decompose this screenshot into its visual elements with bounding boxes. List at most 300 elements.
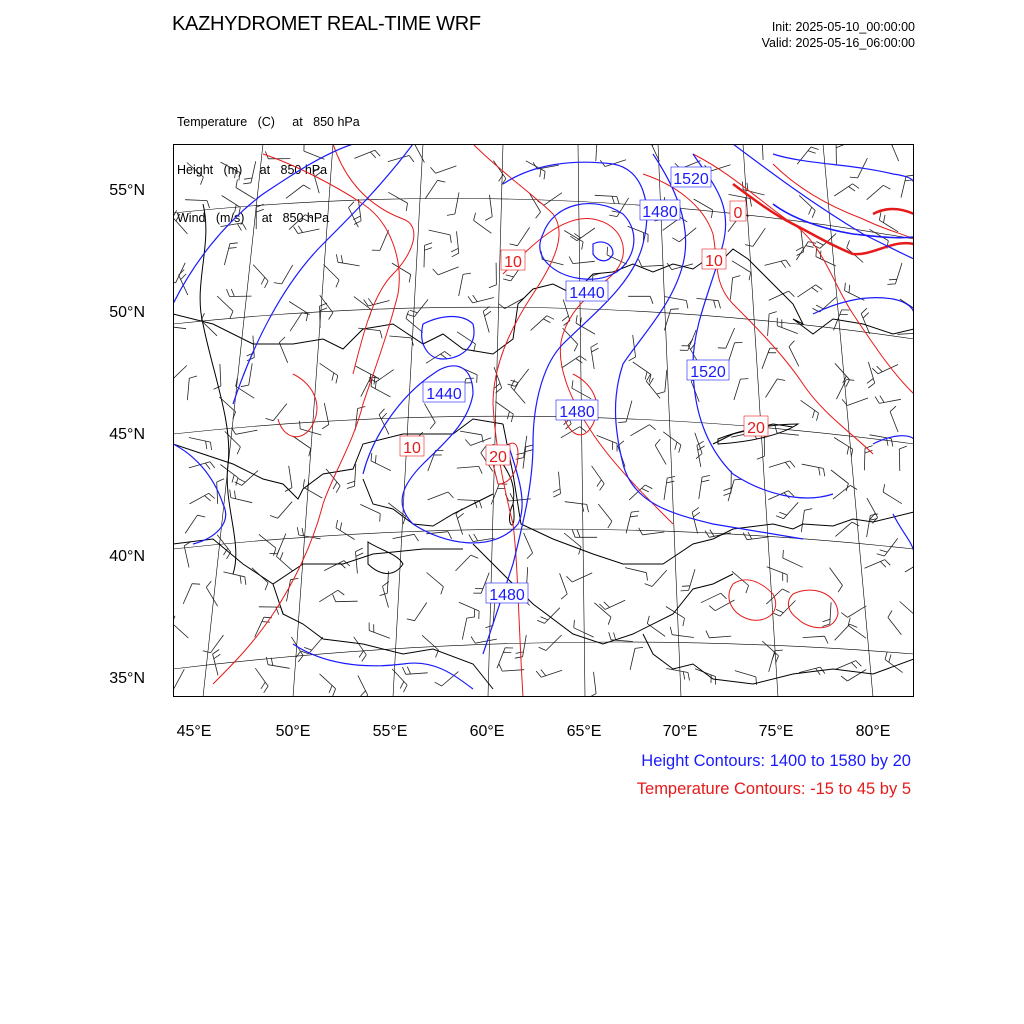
wind-barb (422, 635, 438, 650)
wind-barb (768, 314, 770, 336)
wind-barb-flag (245, 577, 246, 585)
wind-barb-flag (889, 655, 891, 663)
temp-label: 0 (733, 205, 743, 222)
wind-barb-flag (261, 682, 265, 689)
wind-barb-flag (617, 197, 619, 205)
wind-barb (185, 200, 207, 201)
wind-barb-flag (407, 667, 410, 674)
wind-barb-flag (682, 586, 690, 587)
wind-barb (835, 363, 850, 379)
map-title: KAZHYDROMET REAL-TIME WRF (172, 13, 481, 35)
wind-barb-flag (481, 447, 486, 453)
wind-barb-flag (210, 442, 211, 450)
wind-barb-flag (424, 248, 432, 251)
wind-barb-flag (340, 523, 342, 531)
wind-barb-flag (329, 313, 333, 320)
wind-barb (220, 364, 221, 386)
wind-barb (425, 180, 437, 198)
x-tick: 75°E (758, 723, 794, 740)
wind-barb (427, 573, 444, 587)
wind-barb (388, 156, 409, 162)
wind-barb-flag (510, 493, 513, 500)
wind-barb-flag (336, 280, 339, 287)
wind-barb-flag (514, 383, 518, 390)
wind-barb (189, 438, 211, 443)
wind-barb (187, 163, 204, 178)
wind-barb-flag (580, 427, 586, 432)
wind-barb-flag (875, 397, 879, 404)
wind-barb-flag (672, 238, 679, 242)
wind-barb-flag (790, 461, 795, 467)
wind-barb (726, 328, 735, 348)
wind-barb-flag (868, 383, 874, 388)
temp-contour (729, 580, 776, 620)
wind-barb-flag (540, 169, 541, 177)
wind-barb-flag (649, 425, 655, 430)
wind-barb-flag (813, 410, 815, 418)
border-line (273, 584, 493, 689)
wind-barb (801, 510, 804, 532)
wind-barb (376, 370, 394, 383)
wind-barb-flag (851, 663, 857, 669)
wind-barb-flag (841, 613, 847, 618)
wind-barb (511, 387, 525, 404)
wind-barb-flag (850, 177, 858, 178)
wind-barb-flag (230, 311, 233, 318)
wind-barb-flag (485, 217, 492, 221)
wind-barb-flag (841, 676, 847, 681)
wind-barb (802, 464, 824, 468)
wind-barb (220, 465, 238, 478)
wind-barb-flag (745, 245, 753, 247)
lon-line (203, 144, 263, 697)
wind-barb-flag (205, 496, 211, 501)
wind-barb (424, 403, 435, 422)
latitude-lines (173, 198, 914, 669)
wind-barb (415, 603, 427, 621)
wind-barb (789, 347, 799, 367)
temp-contour (278, 374, 317, 437)
wind-barb (222, 196, 241, 208)
wind-barb-flag (230, 490, 231, 498)
wind-barb (709, 636, 731, 638)
wind-barb (255, 617, 264, 637)
wind-barb (438, 267, 459, 275)
wind-barb-flag (579, 547, 582, 555)
wind-barb-flag (608, 617, 611, 625)
wind-barb (428, 492, 449, 500)
wind-barb (457, 500, 479, 501)
wind-barb-flag (849, 187, 856, 192)
wind-barb (630, 648, 635, 670)
wind-barb-flag (336, 376, 338, 384)
wind-barb-flag (599, 604, 605, 610)
wind-barb (221, 162, 240, 172)
wind-barb-flag (577, 530, 580, 538)
wind-barb-flag (265, 583, 268, 590)
wind-barb (278, 502, 293, 519)
wind-barb-flag (576, 359, 583, 364)
wind-barb-flag (298, 656, 303, 662)
wind-barb-flag (375, 150, 380, 156)
wind-barb (594, 603, 611, 617)
wind-barb-flag (816, 249, 817, 257)
wind-barb (356, 366, 375, 376)
wind-barb-flag (277, 549, 280, 557)
wind-barb-flag (880, 396, 884, 403)
wind-barb-flag (214, 654, 221, 659)
wind-barb (173, 623, 188, 638)
wind-barb-flag (441, 354, 448, 359)
wind-barb (895, 263, 902, 284)
wind-barb (747, 537, 769, 540)
wind-barb-flag (879, 212, 881, 220)
wind-barb-flag (438, 180, 446, 182)
y-tick: 55°N (109, 182, 145, 199)
wind-barb-flag (733, 276, 741, 278)
wind-barb-flag (227, 289, 230, 296)
wind-barb-flag (425, 243, 433, 246)
wind-barb-flag (450, 235, 451, 243)
wind-barb-flag (782, 589, 789, 593)
wind-barb (679, 228, 696, 242)
wind-barb-flag (448, 492, 453, 498)
wind-barb-flag (811, 147, 819, 150)
wind-barb-flag (872, 368, 878, 374)
wind-barb-flag (320, 303, 327, 306)
wind-barb-flag (646, 573, 647, 581)
wind-barb-flag (809, 207, 812, 214)
wind-barb-flag (305, 215, 312, 219)
wind-barb-flag (553, 494, 560, 498)
wind-barb-flag (888, 611, 892, 618)
wind-barb-flag (300, 421, 301, 429)
wind-barb-flag (785, 462, 790, 468)
wind-barb-flag (845, 283, 846, 291)
wind-barb (572, 388, 591, 399)
wind-barb-flag (812, 211, 815, 218)
wind-barb (565, 502, 587, 505)
wind-barb (223, 572, 244, 577)
wind-barb-flag (338, 590, 344, 595)
wind-barb (255, 668, 268, 686)
temp-contour (333, 144, 414, 374)
wind-barb-flag (567, 576, 573, 582)
wind-barb (665, 370, 667, 392)
wind-barb-flag (574, 620, 575, 628)
wind-barb (174, 669, 184, 688)
wind-barb (595, 195, 617, 196)
wind-barb (777, 326, 798, 334)
wind-barb-flag (883, 484, 885, 492)
wind-barb (320, 306, 321, 328)
wind-barb-flag (693, 512, 700, 517)
wind-barb (253, 265, 268, 281)
wind-barb-flag (406, 203, 407, 211)
wind-barb-flag (243, 183, 251, 184)
wind-barb-flag (362, 695, 367, 697)
wind-barb-flag (232, 475, 234, 483)
wind-barb-flag (370, 152, 376, 158)
wind-barb (577, 228, 595, 241)
wind-barb-flag (206, 581, 211, 587)
wind-barb-flag (667, 481, 675, 483)
temp-contour (693, 154, 914, 394)
x-tick: 45°E (176, 723, 212, 740)
temp-contour (503, 218, 673, 524)
wind-barb (559, 472, 561, 494)
wind-barb-flag (173, 616, 175, 623)
wind-barb-flag (705, 531, 709, 538)
wind-barb-flag (776, 656, 779, 664)
wind-barb-flag (607, 247, 608, 255)
wind-barb (847, 398, 868, 406)
wind-barb-flag (692, 508, 699, 513)
wind-barb-flag (884, 215, 886, 223)
wind-barb (289, 466, 292, 488)
wind-barb-flag (336, 520, 338, 528)
wind-barb (801, 230, 804, 252)
lat-line (173, 416, 914, 444)
x-tick: 60°E (469, 723, 505, 740)
wind-barb-flag (721, 593, 727, 599)
y-tick: 45°N (109, 426, 145, 443)
wind-barb (320, 674, 336, 689)
x-tick: 55°E (372, 723, 408, 740)
wind-barb (710, 165, 731, 172)
wind-barb-flag (709, 606, 715, 611)
wind-barb-flag (207, 201, 210, 209)
wind-barb (672, 635, 694, 638)
wind-barb (185, 515, 197, 533)
wind-barb-flag (507, 412, 509, 420)
wind-barb-flag (503, 279, 511, 281)
temp-label: 10 (504, 254, 522, 271)
wind-barb-flag (333, 594, 336, 601)
wind-barb (406, 673, 428, 675)
wind-barb (835, 624, 850, 640)
wind-barb-flag (701, 480, 709, 482)
wind-barb (633, 362, 651, 375)
wind-barb (769, 651, 775, 672)
wind-barb-flag (657, 392, 665, 394)
wind-barb-flag (574, 344, 578, 351)
wind-barb-flag (600, 484, 605, 491)
wind-barb-flag (347, 486, 355, 488)
wind-barb (545, 608, 560, 624)
wind-barb (801, 400, 819, 413)
wind-barb-flag (217, 479, 224, 482)
wind-barb-flag (846, 380, 850, 387)
wind-barb (848, 606, 867, 618)
wind-barb (361, 377, 371, 397)
wind-barb-flag (670, 627, 672, 635)
wind-barb-flag (214, 386, 221, 389)
wind-barb-flag (274, 283, 282, 284)
wind-barb (883, 492, 902, 504)
wind-barb-flag (203, 651, 211, 653)
wind-barb (303, 487, 322, 498)
wind-barb-flag (846, 380, 854, 381)
temp-label: 20 (489, 449, 507, 466)
height-contour (173, 144, 353, 304)
wind-barb-flag (362, 655, 367, 662)
wind-barb-flag (547, 316, 554, 320)
wind-barb (293, 436, 311, 449)
wind-barb-flag (510, 244, 518, 246)
wind-barb-flag (804, 509, 812, 511)
wind-barb-flag (341, 255, 343, 263)
wind-barb-flag (645, 372, 647, 380)
wind-barb (803, 636, 825, 637)
wind-barb (517, 227, 529, 245)
time-info (762, 19, 915, 51)
y-tick: 50°N (109, 304, 145, 321)
wind-barb-flag (266, 418, 274, 420)
border-line (643, 634, 914, 684)
wind-barb-flag (313, 167, 320, 172)
wind-barb (605, 600, 625, 609)
wind-barb-flag (485, 311, 492, 316)
wind-barb-flag (686, 301, 688, 309)
wind-barb-flag (176, 214, 180, 221)
wind-barb-flag (433, 269, 438, 275)
wind-barb (573, 261, 595, 263)
height-contour (773, 154, 914, 184)
field-wind: Wind (m/s) at 850 hPa (177, 211, 330, 225)
wind-barb (836, 661, 856, 670)
wind-barb-flag (447, 214, 455, 215)
wind-barb-flag (679, 445, 681, 453)
wind-barb-flag (541, 670, 546, 676)
wind-barb (173, 326, 186, 329)
wind-barb-flag (452, 253, 459, 257)
wind-barb-flag (445, 351, 451, 356)
wind-barb-flag (880, 562, 886, 568)
wind-barb (173, 366, 187, 381)
wind-barb (625, 568, 646, 573)
wind-barb (594, 672, 597, 694)
wind-barb-flag (266, 657, 268, 665)
wind-barb-flag (279, 337, 285, 343)
wind-barb (890, 412, 898, 433)
wind-barb (289, 302, 308, 314)
wind-barb (282, 265, 293, 284)
wind-barb (388, 192, 407, 203)
temperature-labels (400, 201, 768, 466)
wind-barb (596, 144, 597, 161)
wind-barb (324, 561, 344, 571)
wind-barb-flag (543, 319, 550, 323)
wind-barb (290, 313, 302, 332)
wind-barb-flag (718, 301, 720, 309)
wind-barb-flag (457, 513, 463, 518)
wind-barb (354, 637, 367, 655)
wind-barb-flag (414, 534, 418, 541)
wind-barb-flag (604, 602, 610, 608)
wind-barb-flag (614, 633, 616, 641)
wind-barb (183, 584, 192, 604)
wind-barb-flag (192, 584, 200, 585)
wind-barb-flag (525, 450, 533, 452)
wind-barb-flag (479, 501, 482, 509)
wind-barb-flag (471, 555, 478, 558)
map-svg (173, 144, 914, 697)
wind-barb-flag (808, 151, 816, 154)
wind-barb (888, 617, 902, 634)
wind-barb (217, 482, 218, 504)
x-tick: 65°E (566, 723, 602, 740)
wind-barb-flag (332, 373, 334, 381)
wind-barb-flag (819, 468, 820, 476)
wind-barb-flag (647, 616, 649, 624)
wind-barb-flag (235, 491, 236, 499)
temp-label: 10 (705, 253, 723, 270)
wind-barb-flag (506, 275, 514, 277)
wind-barb (762, 348, 770, 369)
wind-barb-flag (489, 285, 497, 288)
wind-barb-flag (333, 482, 337, 489)
wind-barb-flag (655, 439, 660, 445)
wind-barb-flag (740, 379, 748, 380)
wind-barb-flag (698, 446, 705, 450)
wind-barb-flag (883, 185, 890, 189)
wind-barb-flag (867, 379, 873, 384)
wind-barb-flag (885, 652, 887, 660)
wind-barb-flag (629, 357, 636, 361)
wind-barb-flag (380, 593, 388, 595)
wind-barb-flag (527, 553, 533, 559)
wind-barb (369, 631, 390, 639)
wind-barb (300, 429, 321, 435)
wind-barb-flag (775, 650, 783, 651)
wind-barb-flag (806, 246, 814, 248)
wind-barb-flag (541, 617, 548, 620)
wind-barb (762, 641, 778, 656)
wind-barb (524, 533, 533, 553)
y-tick: 35°N (109, 670, 145, 687)
wind-barb-flag (379, 409, 384, 415)
wind-barb-flag (572, 380, 573, 388)
wind-barb-flag (645, 485, 652, 489)
wind-barb (493, 161, 506, 179)
wind-barb (277, 557, 293, 572)
init-time: Init: 2025-05-10_00:00:00 (771, 20, 915, 34)
wind-barb-flag (769, 312, 777, 314)
wind-barb (424, 245, 425, 267)
wind-barb-flag (683, 618, 685, 626)
wind-barb (231, 498, 252, 503)
coastline (368, 542, 403, 573)
wind-barb-flag (650, 296, 653, 304)
wind-barb-flag (537, 620, 544, 623)
wind-barb-flag (261, 277, 265, 284)
wind-barb-flag (336, 486, 340, 493)
wind-barb-flag (471, 636, 475, 643)
wind-barb (217, 296, 233, 311)
height-label: 1480 (559, 404, 595, 421)
wind-barb-flag (582, 242, 583, 250)
wind-barb-flag (230, 243, 238, 244)
wind-barb (355, 464, 356, 486)
wind-barb-flag (609, 215, 617, 217)
wind-barb-flag (407, 314, 415, 317)
wind-barb-flag (639, 528, 643, 535)
wind-barb (560, 573, 568, 594)
wind-barb-flag (562, 316, 568, 321)
wind-barb-flag (786, 260, 791, 267)
wind-barb (474, 220, 492, 233)
